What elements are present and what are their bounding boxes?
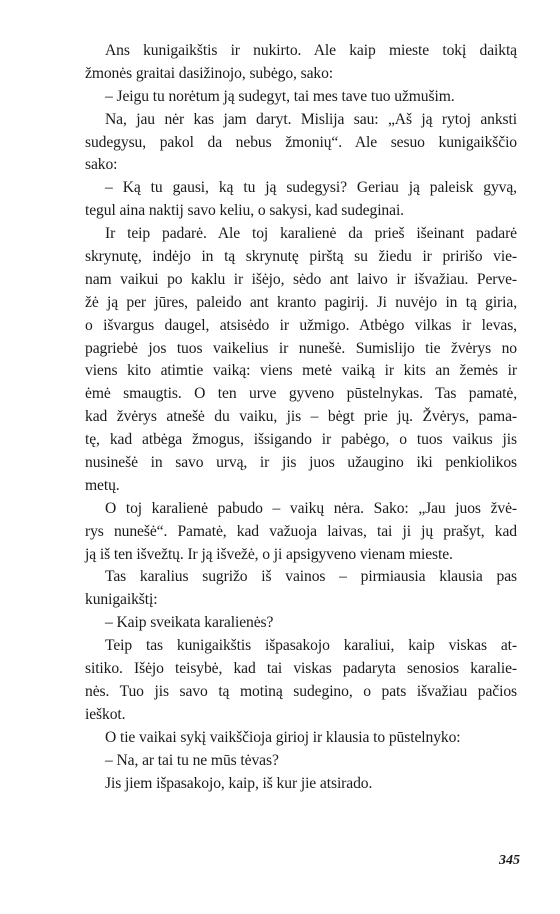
text-line: nusinešė in savo urvą, ir jis juos užaugino iki penkiolikos <box>85 454 517 472</box>
text-line: Teip tas kunigaikštis išpasakojo karaliui, kaip viskas at- <box>105 637 517 655</box>
page-number: 345 <box>499 853 520 868</box>
text-line: sako: <box>85 156 118 174</box>
text-line: kad žvėrys atnešė du vaiku, jis – bėgt prie jų. Žvėrys, pama- <box>85 408 517 426</box>
text-line: žmonės graitai dasižinojo, subėgo, sako: <box>85 64 334 82</box>
text-line: sitiko. Išėjo teisybė, kad tai viskas padaryta senosios karalie- <box>85 660 517 678</box>
text-line: Ans kunigaikštis ir nukirto. Ale kaip mieste tokį daiktą <box>105 42 517 59</box>
text-line: pagriebė jos tuos vaikelius ir nunešė. Sumislijo tie žvėrys no <box>85 339 517 357</box>
text-line: O toj karalienė pabudo – vaikų nėra. Sako: „Jau juos žvė- <box>105 499 517 517</box>
text-line: – Ką tu gausi, ką tu ją sudegysi? Geriau ją paleisk gyvą, <box>105 179 517 197</box>
text-line: Na, jau nėr kas jam daryt. Mislija sau: „Aš ją rytoj anksti <box>105 110 517 128</box>
text-line: ją iš ten išvežtų. Ir ją išvežė, o ji apsigyveno vienam mieste. <box>85 545 453 563</box>
text-line: viens kito atimtie vaiką: viens metė vaiką ir kits an žemės ir <box>85 362 517 380</box>
text-line: sudegysu, pakol da nebus žmonių“. Ale sesuo kunigaikščio <box>85 133 517 151</box>
text-line: ėmė smaugtis. O ten urve gyveno pūstelnykas. Tas pamatė, <box>85 385 517 403</box>
text-line: žė ją per jūres, paleido ant kranto pagirij. Ji nuvėjo in tą giria, <box>85 293 517 311</box>
text-line: Tas karalius sugrižo iš vainos – pirmiausia klausia pas <box>105 568 517 586</box>
text-line: nam vaikui po kaklu ir išėjo, sėdo ant laivo ir išvažiau. Perve- <box>85 270 517 288</box>
text-line: o išvargus daugel, atsisėdo ir užmigo. Atbėgo vilkas ir levas, <box>85 316 517 334</box>
text-line: skrynutę, indėjo in tą skrynutę pirštą su žiedu ir pririšo vie- <box>85 248 517 266</box>
text-line: kunigaikštį: <box>85 591 158 609</box>
text-line: Jis jiem išpasakojo, kaip, iš kur jie atsirado. <box>105 774 373 792</box>
page-body <box>85 40 517 795</box>
text-line: Ir teip padarė. Ale toj karalienė da prieš išeinant padarė <box>105 225 517 243</box>
text-line: nės. Tuo jis savo tą motiną sudegino, o pats išvažiau pačios <box>85 682 517 700</box>
text-line: rys nunešė“. Pamatė, kad važuoja laivas, tai ji jų prašyt, kad <box>85 522 517 540</box>
text-line: metų. <box>85 476 120 494</box>
text-line: – Na, ar tai tu ne mūs tėvas? <box>105 751 279 769</box>
text-line: – Jeigu tu norėtum ją sudegyt, tai mes tave tuo užmušim. <box>105 87 455 105</box>
text-line: – Kaip sveikata karalienės? <box>105 614 274 632</box>
text-line: O tie vaikai sykį vaikščioja girioj ir klausia to pūstelnyko: <box>105 728 461 746</box>
text-line: tegul aina naktij savo keliu, o sakysi, kad sudeginai. <box>85 202 404 220</box>
text-line: ieškot. <box>85 705 126 723</box>
text-line: tę, kad atbėga žmogus, išsigando ir pabėgo, o tuos vaikus jis <box>85 431 517 449</box>
